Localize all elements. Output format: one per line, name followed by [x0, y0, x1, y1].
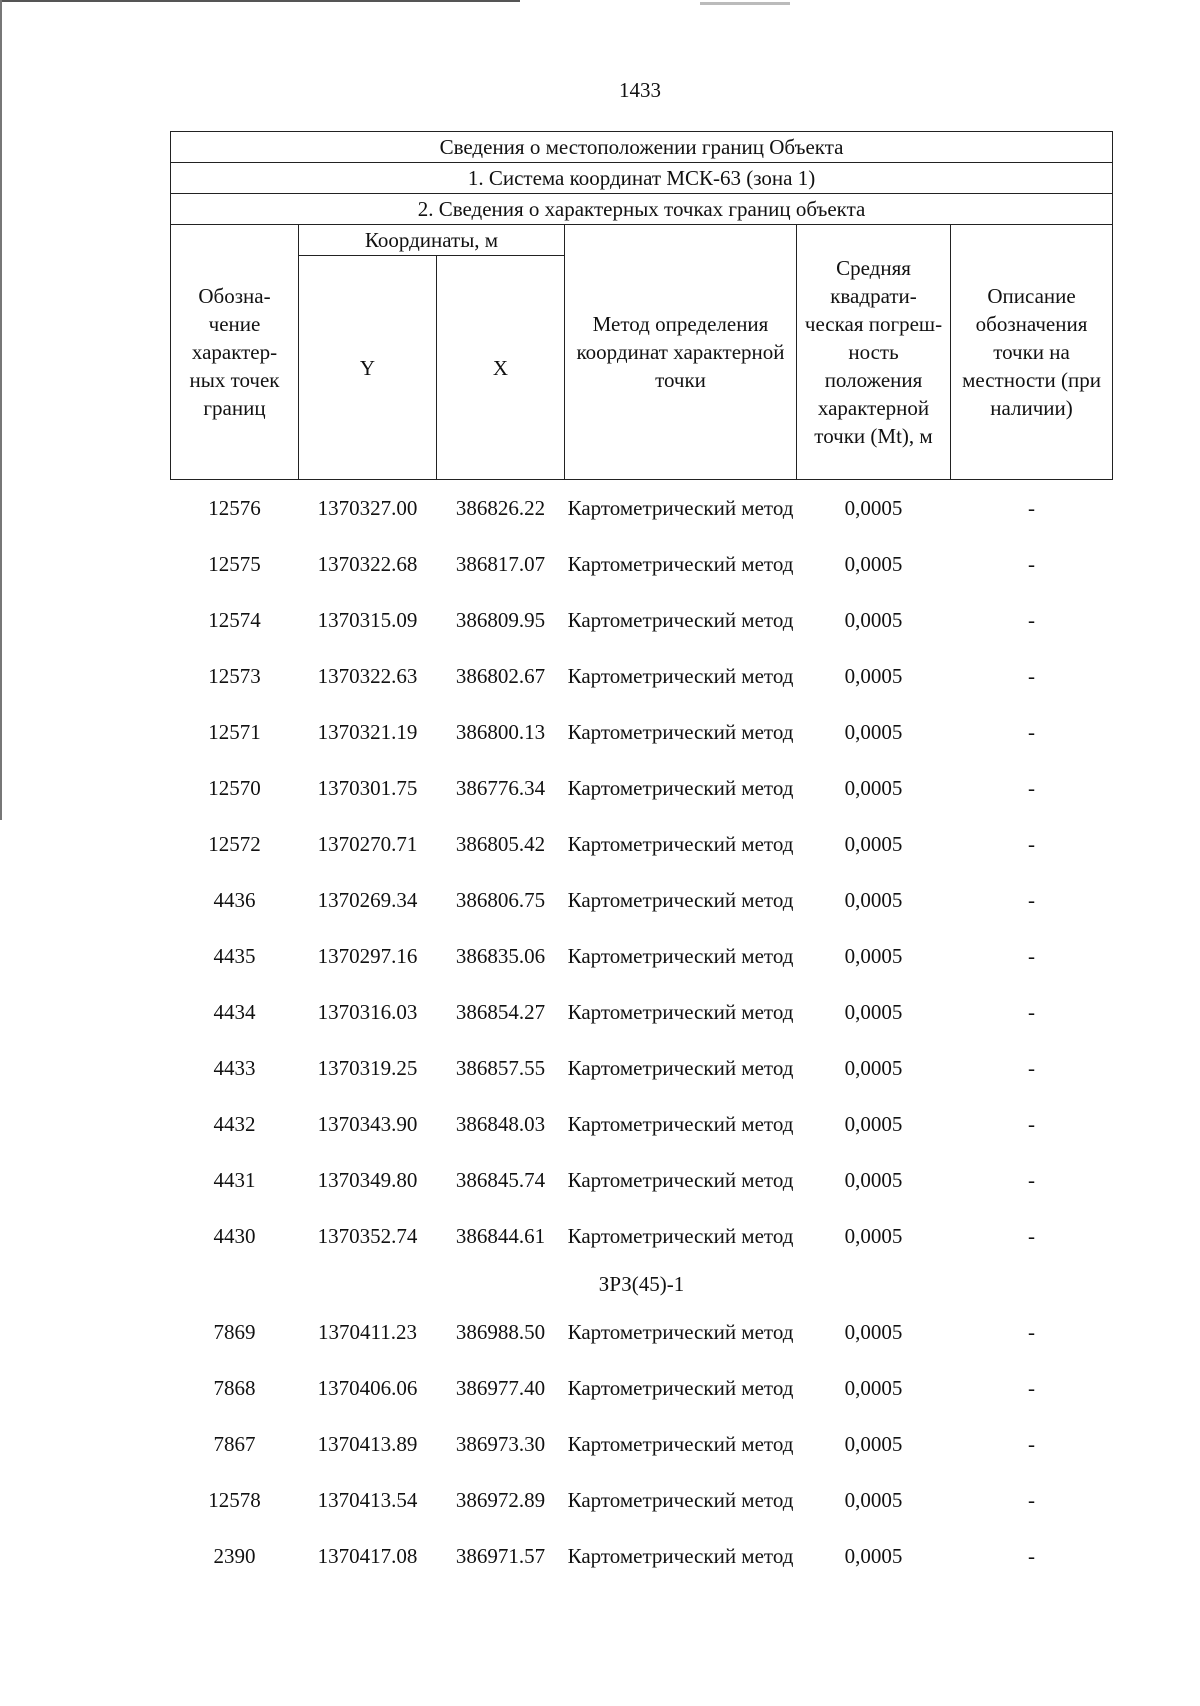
table-row — [171, 592, 1113, 648]
point-id: 4430 — [213, 1224, 256, 1248]
method: Картометрический метод — [567, 664, 794, 688]
table-body — [171, 480, 1113, 1585]
coord-x: 386826.22 — [455, 496, 546, 520]
coord-x: 386806.75 — [455, 888, 546, 912]
header-error: Средняя квадрати-ческая погреш-ность положения характерной точки (Mt), м — [797, 225, 951, 480]
table-title: Сведения о местоположении границ Объекта — [171, 132, 1113, 163]
point-id: 7868 — [213, 1376, 256, 1400]
error-value: 0,0005 — [844, 1168, 903, 1192]
header-description: Описание обозначения точки на местности (при наличии) — [951, 225, 1113, 480]
coord-y: 1370301.75 — [317, 776, 418, 800]
table-row — [171, 1096, 1113, 1152]
description: - — [1028, 1056, 1036, 1080]
coord-x: 386800.13 — [455, 720, 546, 744]
method: Картометрический метод — [567, 776, 794, 800]
coord-y: 1370327.00 — [317, 496, 418, 520]
error-value: 0,0005 — [844, 776, 903, 800]
description: - — [1028, 888, 1036, 912]
description: - — [1028, 1488, 1036, 1512]
coordinate-system: 1. Система координат МСК-63 (зона 1) — [171, 163, 1113, 194]
point-id: 12570 — [208, 776, 261, 800]
points-title: 2. Сведения о характерных точках границ объекта — [171, 194, 1113, 225]
method: Картометрический метод — [567, 1000, 794, 1024]
coord-y: 1370270.71 — [317, 832, 418, 856]
table-row — [171, 1304, 1113, 1360]
table-row — [171, 1416, 1113, 1472]
method: Картометрический метод — [567, 1112, 794, 1136]
coord-x: 386854.27 — [455, 1000, 546, 1024]
table-row — [171, 704, 1113, 760]
coord-y: 1370269.34 — [317, 888, 418, 912]
error-value: 0,0005 — [844, 1320, 903, 1344]
method: Картометрический метод — [567, 552, 794, 576]
header-x: X — [437, 256, 565, 480]
point-id: 12572 — [208, 832, 261, 856]
method: Картометрический метод — [567, 496, 794, 520]
coord-x: 386972.89 — [455, 1488, 546, 1512]
page-number-wrap — [0, 78, 1200, 103]
coord-x: 386988.50 — [455, 1320, 546, 1344]
description: - — [1028, 776, 1036, 800]
coord-x: 386817.07 — [455, 552, 546, 576]
header-method: Метод определения координат характерной точки — [565, 225, 797, 480]
description: - — [1028, 720, 1036, 744]
scan-mark — [700, 2, 790, 5]
method: Картометрический метод — [567, 1056, 794, 1080]
coord-x: 386973.30 — [455, 1432, 546, 1456]
method: Картометрический метод — [567, 1168, 794, 1192]
coord-y: 1370322.63 — [317, 664, 418, 688]
method: Картометрический метод — [567, 944, 794, 968]
error-value: 0,0005 — [844, 888, 903, 912]
point-id: 4436 — [213, 888, 256, 912]
table-row — [171, 984, 1113, 1040]
header-designation: Обозна-чение характер-ных точек границ — [171, 225, 299, 480]
coord-y: 1370411.23 — [318, 1320, 417, 1344]
error-value: 0,0005 — [844, 1000, 903, 1024]
coord-y: 1370343.90 — [317, 1112, 418, 1136]
description: - — [1028, 552, 1036, 576]
table-row — [171, 1040, 1113, 1096]
coord-y: 1370406.06 — [317, 1376, 418, 1400]
point-id: 2390 — [213, 1544, 256, 1568]
section-label: ЗРЗ(45)-1 — [598, 1272, 685, 1296]
coord-y: 1370315.09 — [317, 608, 418, 632]
coord-x: 386844.61 — [455, 1224, 546, 1248]
header-coordinates: Координаты, м — [299, 225, 565, 256]
error-value: 0,0005 — [844, 720, 903, 744]
method: Картометрический метод — [567, 608, 794, 632]
coord-x: 386845.74 — [455, 1168, 546, 1192]
error-value: 0,0005 — [844, 1544, 903, 1568]
coord-x: 386977.40 — [455, 1376, 546, 1400]
point-id: 4431 — [213, 1168, 256, 1192]
coord-y: 1370297.16 — [317, 944, 418, 968]
coordinates-table — [170, 131, 1113, 1584]
table-row — [171, 928, 1113, 984]
point-id: 12575 — [208, 552, 261, 576]
coord-y: 1370349.80 — [317, 1168, 418, 1192]
description: - — [1028, 496, 1036, 520]
point-id: 12571 — [208, 720, 261, 744]
coord-y: 1370413.89 — [317, 1432, 418, 1456]
description: - — [1028, 1000, 1036, 1024]
description: - — [1028, 1168, 1036, 1192]
point-id: 7869 — [213, 1320, 256, 1344]
table-row — [171, 1528, 1113, 1584]
error-value: 0,0005 — [844, 832, 903, 856]
point-id: 4434 — [213, 1000, 256, 1024]
coord-y: 1370322.68 — [317, 552, 418, 576]
error-value: 0,0005 — [844, 1432, 903, 1456]
error-value: 0,0005 — [844, 1112, 903, 1136]
method: Картометрический метод — [567, 888, 794, 912]
point-id: 4432 — [213, 1112, 256, 1136]
description: - — [1028, 1432, 1036, 1456]
error-value: 0,0005 — [844, 1488, 903, 1512]
coord-x: 386971.57 — [455, 1544, 546, 1568]
point-id: 12574 — [208, 608, 261, 632]
coord-y: 1370321.19 — [317, 720, 418, 744]
method: Картометрический метод — [567, 1320, 794, 1344]
coord-x: 386835.06 — [455, 944, 546, 968]
table-header — [171, 132, 1113, 480]
coord-x: 386809.95 — [455, 608, 546, 632]
method: Картометрический метод — [567, 720, 794, 744]
description: - — [1028, 1224, 1036, 1248]
description: - — [1028, 1544, 1036, 1568]
description: - — [1028, 664, 1036, 688]
error-value: 0,0005 — [844, 552, 903, 576]
coord-y: 1370352.74 — [317, 1224, 418, 1248]
point-id: 4435 — [213, 944, 256, 968]
coord-x: 386802.67 — [455, 664, 546, 688]
table-row — [171, 648, 1113, 704]
header-y: Y — [299, 256, 437, 480]
scan-edge-left — [0, 0, 2, 820]
table-row — [171, 1472, 1113, 1528]
point-id: 12576 — [208, 496, 261, 520]
table-row — [171, 872, 1113, 928]
table-row — [171, 480, 1113, 537]
section-row — [171, 1264, 1113, 1304]
method: Картометрический метод — [567, 1224, 794, 1248]
error-value: 0,0005 — [844, 1376, 903, 1400]
coord-x: 386805.42 — [455, 832, 546, 856]
error-value: 0,0005 — [844, 608, 903, 632]
error-value: 0,0005 — [844, 1056, 903, 1080]
description: - — [1028, 832, 1036, 856]
point-id: 7867 — [213, 1432, 256, 1456]
page-number: 1433 — [619, 78, 661, 102]
table-row — [171, 1360, 1113, 1416]
method: Картометрический метод — [567, 1376, 794, 1400]
description: - — [1028, 944, 1036, 968]
coord-y: 1370417.08 — [317, 1544, 418, 1568]
error-value: 0,0005 — [844, 496, 903, 520]
coord-x: 386776.34 — [455, 776, 546, 800]
table-row — [171, 1208, 1113, 1264]
coord-x: 386857.55 — [455, 1056, 546, 1080]
error-value: 0,0005 — [844, 944, 903, 968]
point-id: 12573 — [208, 664, 261, 688]
point-id: 12578 — [208, 1488, 261, 1512]
coord-x: 386848.03 — [455, 1112, 546, 1136]
table-row — [171, 816, 1113, 872]
coord-y: 1370319.25 — [317, 1056, 418, 1080]
method: Картометрический метод — [567, 832, 794, 856]
coord-y: 1370316.03 — [317, 1000, 418, 1024]
coord-y: 1370413.54 — [317, 1488, 418, 1512]
error-value: 0,0005 — [844, 1224, 903, 1248]
description: - — [1028, 1320, 1036, 1344]
error-value: 0,0005 — [844, 664, 903, 688]
point-id: 4433 — [213, 1056, 256, 1080]
scan-edge-top — [0, 0, 520, 2]
table-row — [171, 760, 1113, 816]
table-row — [171, 1152, 1113, 1208]
table-row — [171, 536, 1113, 592]
method: Картометрический метод — [567, 1544, 794, 1568]
description: - — [1028, 608, 1036, 632]
description: - — [1028, 1376, 1036, 1400]
description: - — [1028, 1112, 1036, 1136]
method: Картометрический метод — [567, 1488, 794, 1512]
method: Картометрический метод — [567, 1432, 794, 1456]
